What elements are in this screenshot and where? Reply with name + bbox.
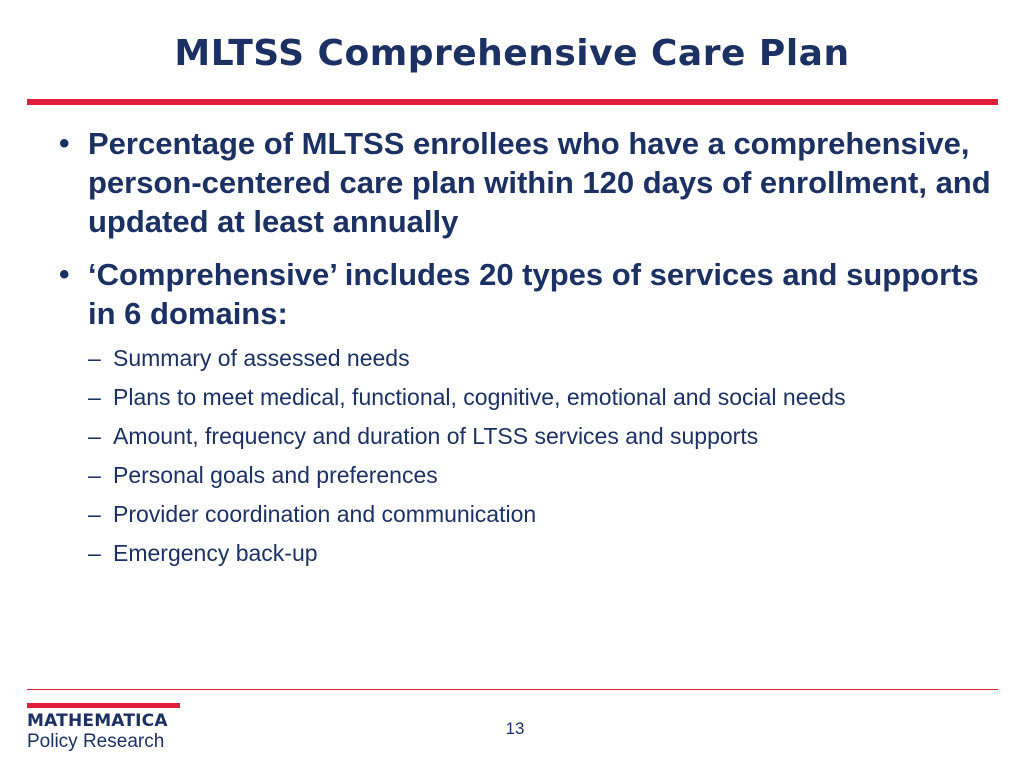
domain-item xyxy=(55,534,995,573)
bullet-marker: • xyxy=(59,258,70,291)
domain-text: Emergency back-up xyxy=(113,540,318,566)
logo-tagline: Policy Research xyxy=(27,731,165,752)
dash-marker: – xyxy=(88,540,101,566)
dash-marker: – xyxy=(88,384,101,410)
domain-list xyxy=(55,339,995,573)
title-divider xyxy=(27,99,998,105)
bullet-item xyxy=(55,255,995,333)
mathematica-logo xyxy=(27,703,187,753)
slide-title: MLTSS Comprehensive Care Plan xyxy=(174,33,850,74)
domain-text: Personal goals and preferences xyxy=(113,462,438,488)
footer-divider xyxy=(27,689,998,690)
logo-accent-bar xyxy=(27,703,180,708)
domain-item xyxy=(55,456,995,495)
domain-text: Plans to meet medical, functional, cognitive, emotional and social needs xyxy=(113,384,846,410)
dash-marker: – xyxy=(88,423,101,449)
dash-marker: – xyxy=(88,462,101,488)
dash-marker: – xyxy=(88,501,101,527)
dash-marker: – xyxy=(88,345,101,371)
bullet-item xyxy=(55,124,995,241)
bullet-marker: • xyxy=(59,127,70,160)
domain-text: Amount, frequency and duration of LTSS services and supports xyxy=(113,423,759,449)
domain-text: Summary of assessed needs xyxy=(113,345,410,371)
logo-wordmark: MATHEMATICA xyxy=(27,711,168,731)
domain-item xyxy=(55,378,995,417)
domain-text: Provider coordination and communication xyxy=(113,501,537,527)
domain-item xyxy=(55,339,995,378)
page-number: 13 xyxy=(505,719,525,738)
domain-item xyxy=(55,417,995,456)
domain-item xyxy=(55,495,995,534)
bullet-text: Percentage of MLTSS enrollees who have a comprehensive, person-centered care plan within 120 days of enrollment, and updated at least annually xyxy=(88,126,991,239)
slide-content xyxy=(55,124,995,573)
bullet-text: ‘Comprehensive’ includes 20 types of services and supports in 6 domains: xyxy=(88,257,979,331)
